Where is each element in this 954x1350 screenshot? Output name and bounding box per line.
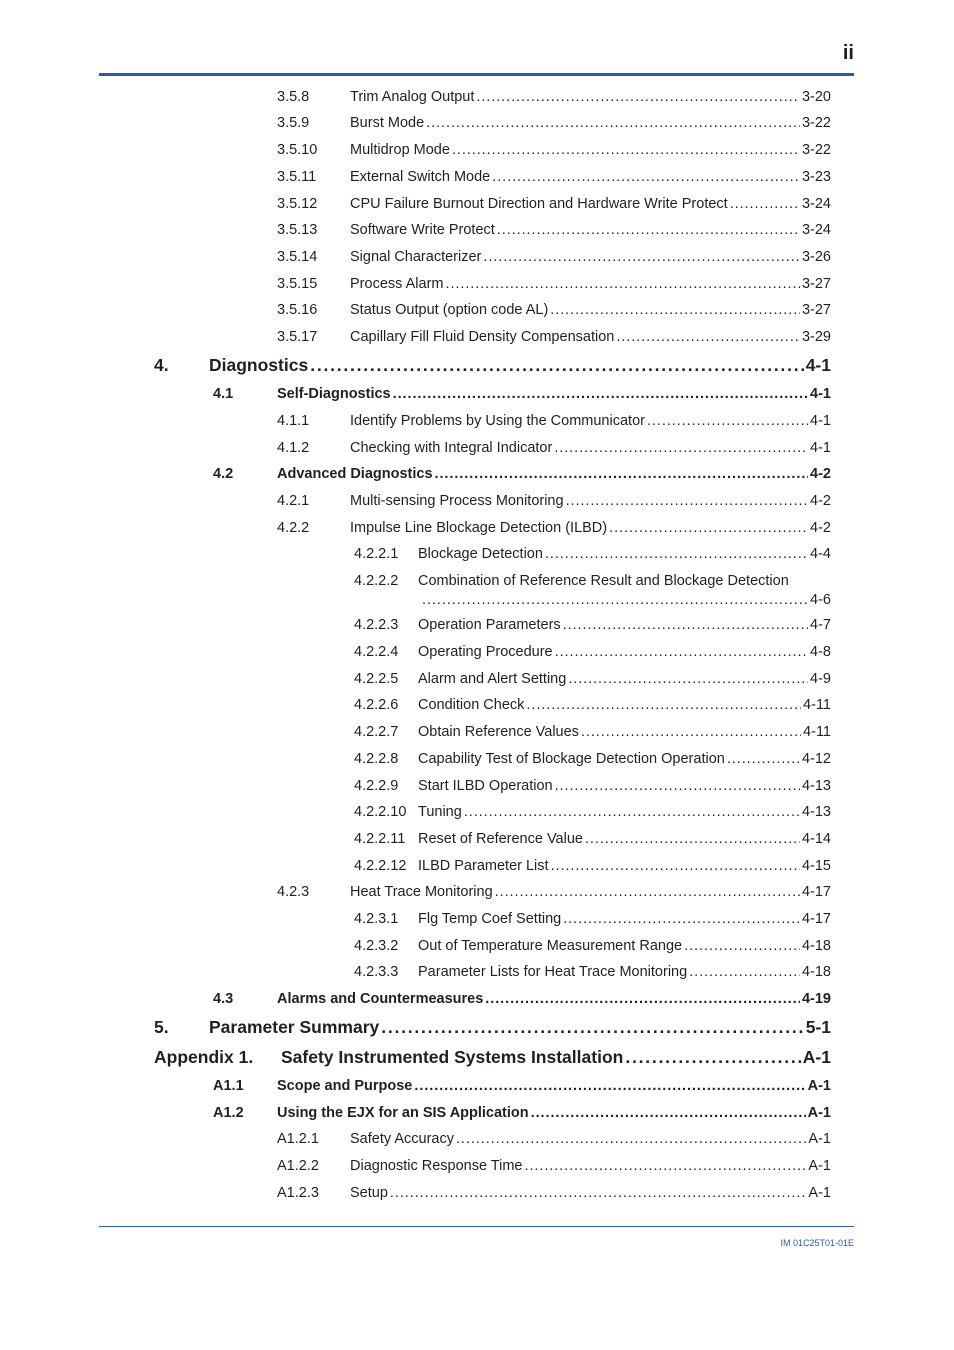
- toc-entry-title: Process Alarm: [350, 276, 444, 292]
- toc-entry[interactable]: [354, 776, 831, 796]
- toc-entry-number: A1.2.1: [277, 1131, 319, 1147]
- toc-entry-page: A-1: [808, 1158, 831, 1174]
- toc-entry-number: 4.2.2.12: [354, 858, 407, 874]
- toc-entry-number: 4.2.2.8: [354, 751, 399, 767]
- toc-entry-title: Signal Characterizer: [350, 249, 482, 265]
- toc-entry[interactable]: [277, 882, 831, 902]
- toc-dot-leader: [563, 909, 800, 929]
- toc-entry-page: 3-24: [801, 222, 831, 238]
- toc-dot-leader: [568, 669, 808, 689]
- toc-entry[interactable]: [277, 87, 831, 107]
- toc-entry-number: 4.2.3.1: [354, 911, 399, 927]
- toc-entry[interactable]: [277, 518, 831, 538]
- toc-entry[interactable]: [277, 438, 831, 458]
- toc-dot-leader: [456, 1129, 806, 1149]
- toc-entry[interactable]: [354, 749, 831, 769]
- toc-dot-leader: [426, 113, 800, 133]
- toc-dot-leader: [393, 384, 808, 404]
- toc-entry-number: 3.5.17: [277, 329, 318, 345]
- toc-entry-number: Appendix 1.: [154, 1047, 254, 1067]
- toc-dot-leader: [554, 438, 808, 458]
- toc-entry-title: Self-Diagnostics: [277, 386, 391, 402]
- toc-dot-leader: [497, 220, 800, 240]
- toc-entry-page: A-1: [808, 1185, 831, 1201]
- toc-dot-leader: [492, 167, 800, 187]
- toc-entry[interactable]: [213, 384, 831, 404]
- toc-entry[interactable]: [354, 695, 831, 715]
- toc-entry-number: 4.2.2.2: [354, 573, 399, 589]
- toc-entry-title: Alarms and Countermeasures: [277, 991, 484, 1007]
- toc-dot-leader: [625, 1047, 800, 1067]
- toc-entry[interactable]: [354, 936, 831, 956]
- toc-entry[interactable]: [354, 642, 831, 662]
- toc-entry[interactable]: [354, 962, 831, 982]
- toc-entry-page: 4-13: [801, 804, 831, 820]
- toc-entry-page: A-1: [807, 1105, 831, 1121]
- toc-entry-title: Reset of Reference Value: [418, 831, 583, 847]
- toc-dot-leader: [563, 615, 808, 635]
- toc-entry-page: 4-4: [810, 546, 831, 562]
- toc-entry-page: A-1: [807, 1078, 831, 1094]
- toc-entry-title: Combination of Reference Result and Blockage Detection: [418, 573, 789, 589]
- toc-entry[interactable]: [354, 909, 831, 929]
- toc-entry-number: 4.2.2.11: [354, 831, 406, 847]
- toc-entry[interactable]: [154, 1047, 831, 1067]
- toc-entry[interactable]: [213, 1076, 831, 1096]
- toc-entry-number: 4.: [154, 355, 169, 375]
- toc-entry-title: Blockage Detection: [418, 546, 543, 562]
- toc-entry-title: Out of Temperature Measurement Range: [418, 938, 683, 954]
- toc-entry-page: 3-23: [801, 169, 831, 185]
- toc-dot-leader: [310, 355, 804, 375]
- toc-dot-leader: [483, 247, 800, 267]
- toc-entry[interactable]: [154, 1017, 831, 1037]
- toc-dot-leader: [435, 464, 809, 484]
- toc-entry-title: Setup: [350, 1185, 388, 1201]
- toc-entry-page: 4-11: [803, 724, 831, 740]
- toc-entry-title: Operation Parameters: [418, 617, 561, 633]
- toc-entry-number: 3.5.9: [277, 115, 310, 131]
- toc-entry-title: External Switch Mode: [350, 169, 491, 185]
- toc-entry[interactable]: [213, 1103, 831, 1123]
- toc-entry-number: 4.3: [213, 991, 234, 1007]
- toc-dot-leader: [647, 411, 808, 431]
- toc-entry-page: 3-27: [801, 276, 831, 292]
- toc-entry-number: 3.5.13: [277, 222, 318, 238]
- toc-dot-leader: [730, 194, 800, 214]
- toc-entry[interactable]: [354, 544, 831, 564]
- toc-entry[interactable]: [354, 669, 831, 689]
- toc-entry-page: 4-17: [801, 884, 831, 900]
- toc-entry-title: Diagnostic Response Time: [350, 1158, 523, 1174]
- toc-entry[interactable]: [154, 355, 831, 375]
- toc-entry-number: 4.2.2.7: [354, 724, 399, 740]
- toc-entry-number: 4.2: [213, 466, 234, 482]
- toc-entry-number: 4.2.2.5: [354, 671, 399, 687]
- toc-entry-title: Using the EJX for an SIS Application: [277, 1105, 529, 1121]
- toc-dot-leader: [581, 722, 801, 742]
- toc-entry-title: Checking with Integral Indicator: [350, 440, 553, 456]
- toc-entry-title: Scope and Purpose: [277, 1078, 413, 1094]
- toc-entry-number: 4.1.2: [277, 440, 310, 456]
- toc-entry[interactable]: [277, 167, 831, 187]
- toc-entry-title: Start ILBD Operation: [418, 778, 553, 794]
- toc-entry-number: 4.2.2.9: [354, 778, 399, 794]
- toc-entry[interactable]: [277, 1129, 831, 1149]
- toc-entry-number: A1.1: [213, 1078, 244, 1094]
- toc-entry-page: A-1: [808, 1131, 831, 1147]
- toc-entry[interactable]: [277, 327, 831, 347]
- toc-entry[interactable]: [354, 615, 831, 635]
- toc-entry[interactable]: [277, 1183, 831, 1203]
- toc-entry-page: 4-6: [810, 592, 831, 608]
- toc-entry[interactable]: [277, 194, 831, 214]
- toc-entry-page: 4-2: [810, 493, 831, 509]
- toc-dot-leader: [551, 856, 800, 876]
- toc-entry-number: 4.2.1: [277, 493, 310, 509]
- toc-entry-page: 4-1: [805, 355, 831, 375]
- toc-entry-number: 4.2.2.3: [354, 617, 399, 633]
- toc-dot-leader: [464, 802, 800, 822]
- toc-entry[interactable]: [277, 113, 831, 133]
- toc-entry-number: 4.2.2.6: [354, 697, 399, 713]
- toc-entry[interactable]: [277, 1156, 831, 1176]
- toc-entry-page: 4-14: [801, 831, 831, 847]
- toc-entry-page: A-1: [802, 1047, 831, 1067]
- toc-dot-leader: [684, 936, 800, 956]
- toc-entry-number: 4.2.2.10: [354, 804, 407, 820]
- toc-entry-page: 4-18: [801, 938, 831, 954]
- toc-entry-title: Safety Instrumented Systems Installation: [281, 1047, 624, 1067]
- toc-entry-title: ILBD Parameter List: [418, 858, 549, 874]
- toc-entry-page: 3-22: [801, 115, 831, 131]
- toc-entry-number: 4.2.2.4: [354, 644, 399, 660]
- toc-dot-leader: [526, 695, 801, 715]
- toc-entry-page: 3-29: [801, 329, 831, 345]
- toc-entry-title: Status Output (option code AL): [350, 302, 549, 318]
- toc-dot-leader: [555, 642, 808, 662]
- toc-entry-page: 4-8: [810, 644, 831, 660]
- toc-entry-number: 3.5.16: [277, 302, 318, 318]
- toc-entry-number: 4.2.3.2: [354, 938, 399, 954]
- toc-entry-title: Software Write Protect: [350, 222, 495, 238]
- toc-entry-title: Alarm and Alert Setting: [418, 671, 567, 687]
- toc-entry-title: Tuning: [418, 804, 462, 820]
- toc-entry-page: 3-27: [801, 302, 831, 318]
- toc-entry-number: 4.2.3.3: [354, 964, 399, 980]
- footer-rule: [99, 1226, 854, 1227]
- toc-entry-number: 4.2.2.1: [354, 546, 399, 562]
- toc-entry-number: 3.5.12: [277, 196, 318, 212]
- toc-entry-title: Flg Temp Coef Setting: [418, 911, 562, 927]
- toc-dot-leader: [495, 882, 800, 902]
- toc-entry-title: Diagnostics: [209, 355, 309, 375]
- toc-entry-number: 3.5.10: [277, 142, 318, 158]
- toc-entry-title: Trim Analog Output: [350, 89, 475, 105]
- toc-entry-number: 3.5.8: [277, 89, 310, 105]
- toc-entry-number: A1.2.2: [277, 1158, 319, 1174]
- toc-entry-number: A1.2.3: [277, 1185, 319, 1201]
- toc-entry-title: Impulse Line Blockage Detection (ILBD): [350, 520, 608, 536]
- toc-dot-leader: [555, 776, 800, 796]
- toc-entry-page: 4-1: [810, 386, 831, 402]
- toc-dot-leader: [476, 87, 800, 107]
- toc-entry[interactable]: [277, 140, 831, 160]
- toc-entry-title: Operating Procedure: [418, 644, 553, 660]
- toc-entry-number: 4.1: [213, 386, 234, 402]
- toc-entry[interactable]: [277, 411, 831, 431]
- toc-entry[interactable]: [354, 829, 831, 849]
- toc-entry-title: Multidrop Mode: [350, 142, 450, 158]
- toc-entry-number: 4.1.1: [277, 413, 310, 429]
- toc-entry[interactable]: [354, 802, 831, 822]
- toc-entry-page: 3-26: [801, 249, 831, 265]
- toc-dot-leader: [609, 518, 808, 538]
- toc-dot-leader: [445, 274, 799, 294]
- toc-entry-page: 4-15: [801, 858, 831, 874]
- toc-entry-page: 4-18: [801, 964, 831, 980]
- toc-entry[interactable]: [277, 220, 831, 240]
- toc-entry-title: CPU Failure Burnout Direction and Hardware Write Protect: [350, 196, 728, 212]
- toc-dot-leader: [452, 140, 800, 160]
- toc-entry[interactable]: [277, 274, 831, 294]
- toc-entry-title: Identify Problems by Using the Communicator: [350, 413, 645, 429]
- toc-dot-leader: [524, 1156, 806, 1176]
- toc-entry-title: Multi-sensing Process Monitoring: [350, 493, 564, 509]
- toc-dot-leader: [616, 327, 800, 347]
- toc-entry-title: Safety Accuracy: [350, 1131, 454, 1147]
- toc-entry-title: Capillary Fill Fluid Density Compensation: [350, 329, 615, 345]
- toc-dot-leader: [689, 962, 800, 982]
- toc-entry-page: 3-24: [801, 196, 831, 212]
- toc-entry-title: Parameter Lists for Heat Trace Monitoring: [418, 964, 688, 980]
- toc-dot-leader: [585, 829, 800, 849]
- toc-entry[interactable]: [213, 989, 831, 1009]
- toc-dot-leader: [545, 544, 808, 564]
- toc-entry-page: 4-17: [801, 911, 831, 927]
- toc-entry[interactable]: [213, 464, 831, 484]
- toc-dot-leader: [381, 1017, 803, 1037]
- toc-entry[interactable]: [277, 300, 831, 320]
- toc-entry-page: 3-22: [801, 142, 831, 158]
- toc-entry-page: 4-19: [801, 991, 831, 1007]
- toc-dot-leader: [485, 989, 800, 1009]
- toc-entry-number: 3.5.14: [277, 249, 318, 265]
- toc-entry-page: 4-2: [810, 466, 831, 482]
- toc-dot-leader: [422, 591, 808, 609]
- toc-entry-page: 3-20: [801, 89, 831, 105]
- toc-entry-page: 4-9: [810, 671, 831, 687]
- toc-entry-title: Burst Mode: [350, 115, 425, 131]
- toc-entry-title: Obtain Reference Values: [418, 724, 579, 740]
- toc-entry-number: 3.5.11: [277, 169, 317, 185]
- toc-entry-title: Capability Test of Blockage Detection Operation: [418, 751, 725, 767]
- toc-entry[interactable]: [354, 722, 831, 742]
- toc-dot-leader: [531, 1103, 806, 1123]
- toc-dot-leader: [550, 300, 800, 320]
- toc-entry[interactable]: [277, 247, 831, 267]
- toc-entry-page: 4-1: [810, 413, 831, 429]
- toc-entry[interactable]: [354, 571, 831, 611]
- toc-entry-title: Advanced Diagnostics: [277, 466, 433, 482]
- toc-entry-page: 4-11: [803, 697, 831, 713]
- toc-entry[interactable]: [277, 491, 831, 511]
- toc-entry-title: Heat Trace Monitoring: [350, 884, 493, 900]
- toc-entry-title: Condition Check: [418, 697, 525, 713]
- toc-dot-leader: [390, 1183, 807, 1203]
- toc-entry-page: 4-2: [810, 520, 831, 536]
- toc-entry-number: 5.: [154, 1017, 169, 1037]
- toc-entry-page: 4-13: [801, 778, 831, 794]
- toc-entry-number: 3.5.15: [277, 276, 318, 292]
- toc-entry-page: 4-12: [801, 751, 831, 767]
- toc-entry-page: 4-7: [810, 617, 831, 633]
- toc-entry-number: 4.2.2: [277, 520, 310, 536]
- toc-entry-page: 4-1: [810, 440, 831, 456]
- page-number: ii: [842, 42, 854, 64]
- toc-entry[interactable]: [354, 856, 831, 876]
- toc-entry-number: 4.2.3: [277, 884, 310, 900]
- toc-entry-page: 5-1: [805, 1017, 831, 1037]
- toc-entry-number: A1.2: [213, 1105, 244, 1121]
- toc-dot-leader: [727, 749, 800, 769]
- toc-dot-leader: [414, 1076, 805, 1096]
- toc-dot-leader: [566, 491, 808, 511]
- toc-entry-title: Parameter Summary: [209, 1017, 380, 1037]
- document-id: IM 01C25T01-01E: [780, 1238, 854, 1248]
